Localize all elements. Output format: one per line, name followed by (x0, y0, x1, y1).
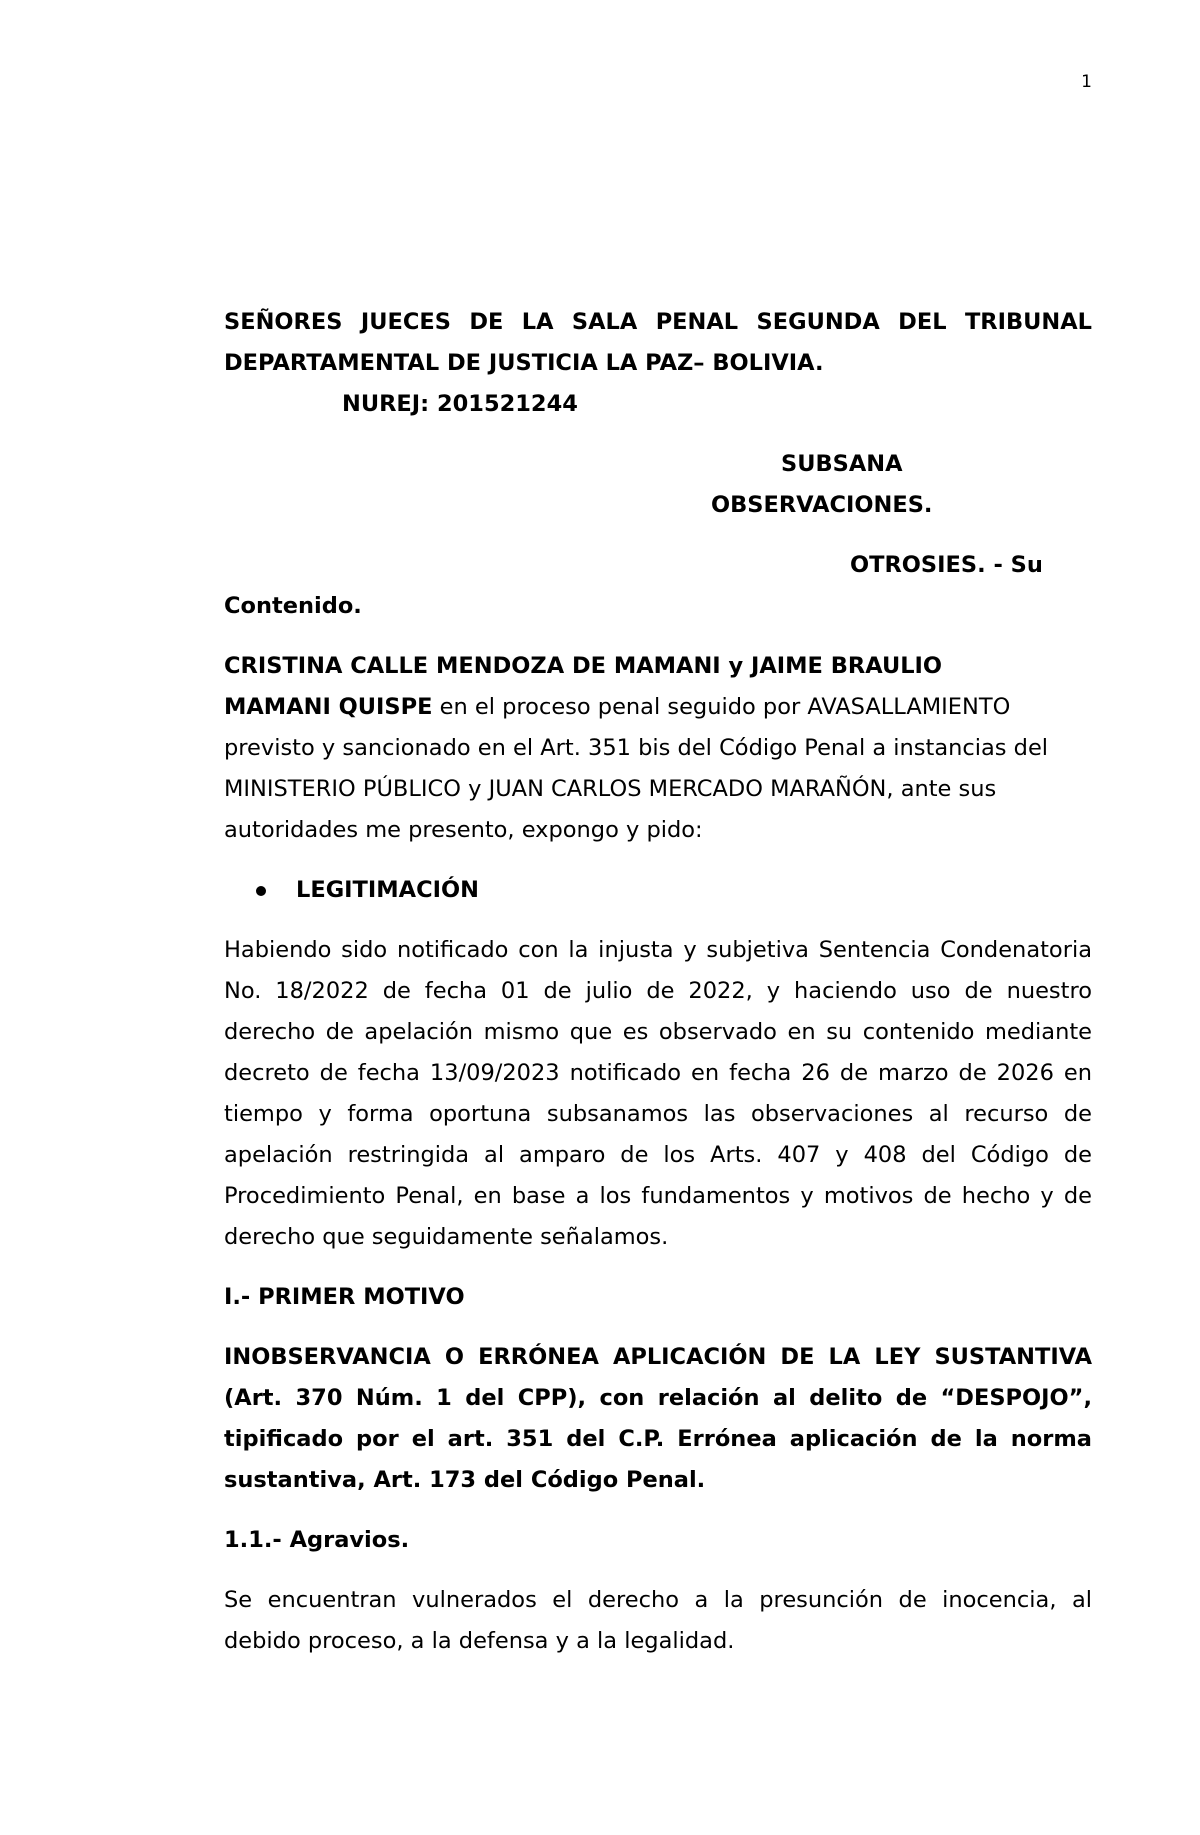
subject-line-1: SUBSANA (781, 451, 903, 477)
agravios-heading: 1.1.- Agravios. (224, 1527, 410, 1553)
nurej-number: NUREJ: 201521244 (342, 391, 578, 417)
intro-line-4: MINISTERIO PÚBLICO y JUAN CARLOS MERCADO MARAÑÓN, ante sus (224, 776, 997, 802)
subject-line-2: OBSERVACIONES. (711, 492, 933, 518)
page-number: 1 (1081, 72, 1092, 92)
intro-line-5: autoridades me presento, expongo y pido: (224, 817, 703, 843)
legitimacion-bullet-item (224, 870, 1092, 911)
parties-line-1: CRISTINA CALLE MENDOZA DE MAMANI y JAIME BRAULIO (224, 653, 943, 679)
parties-line-2 (224, 687, 1092, 728)
primer-motivo-heading: I.- PRIMER MOTIVO (224, 1284, 465, 1310)
bullet-icon (256, 886, 266, 896)
otrosies-line: OTROSIES. - Su (850, 552, 1043, 578)
primer-motivo-title: INOBSERVANCIA O ERRÓNEA APLICACIÓN DE LA LEY SUSTANTIVA (Art. 370 Núm. 1 del CPP), con relación al delito de “DESPOJO”, tipificado por el art. 351 del C.P. Errónea aplicación de la norma sustantiva, Art. 173 del Código Penal. (224, 1344, 1092, 1493)
parties-line-2-rest: en el proceso penal seguido por AVASALLAMIENTO (432, 694, 1011, 720)
contenido-line: Contenido. (224, 593, 362, 619)
addressee-line-2: DEPARTAMENTAL DE JUSTICIA LA PAZ– BOLIVIA. (224, 350, 824, 376)
legitimacion-paragraph: Habiendo sido notificado con la injusta y subjetiva Sentencia Condenatoria No. 18/2022 de fecha 01 de julio de 2022, y haciendo uso de nuestro derecho de apelación mismo que es observado en su contenido mediante decreto de fecha 13/09/2023 notificado en fecha 26 de marzo de 2026 en tiempo y forma oportuna subsanamos las observaciones al recurso de apelación restringida al amparo de los Arts. 407 y 408 del Código de Procedimiento Penal, en base a los fundamentos y motivos de hecho y de derecho que seguidamente señalamos. (224, 937, 1092, 1250)
intro-line-3: previsto y sancionado en el Art. 351 bis del Código Penal a instancias del (224, 735, 1049, 761)
parties-name-bold: MAMANI QUISPE (224, 694, 433, 720)
document-body (224, 302, 1092, 1662)
addressee-line-1: SEÑORES JUECES DE LA SALA PENAL SEGUNDA DEL TRIBUNAL (224, 309, 1092, 335)
agravios-paragraph: Se encuentran vulnerados el derecho a la presunción de inocencia, al debido proceso, a la defensa y a la legalidad. (224, 1587, 1092, 1654)
legitimacion-heading: LEGITIMACIÓN (296, 877, 479, 903)
